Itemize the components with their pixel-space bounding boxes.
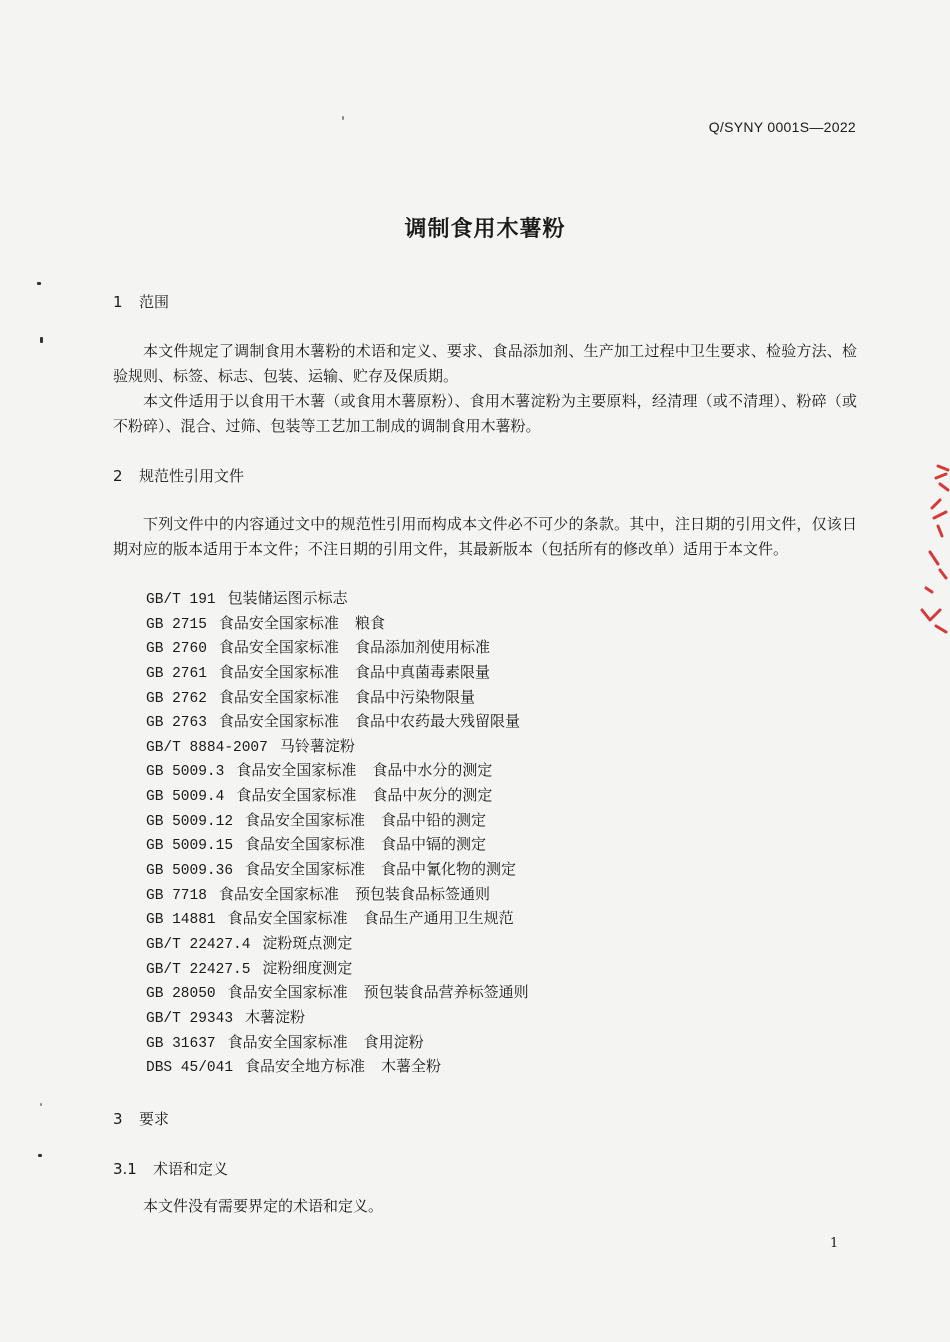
section-title: 要求 — [139, 1110, 170, 1128]
reference-code: GB 5009.15 — [146, 838, 234, 855]
reference-title-part-2: 食品中水分的测定 — [372, 761, 493, 780]
reference-title-part-1: 食品安全国家标准 — [227, 983, 348, 1002]
reference-code: GB/T 22427.4 — [146, 936, 251, 953]
reference-item — [146, 832, 529, 857]
scan-speck — [40, 1103, 42, 1106]
reference-item — [146, 783, 529, 808]
reference-code: GB 2760 — [146, 641, 207, 658]
reference-item — [146, 709, 529, 734]
reference-title-part-2: 食品中镉的测定 — [381, 835, 487, 854]
section-1-paragraph-1: 本文件规定了调制食用木薯粉的术语和定义、要求、食品添加剂、生产加工过程中卫生要求、检验方法、检验规则、标签、标志、包装、运输、贮存及保质期。 — [113, 342, 857, 385]
section-2-heading — [113, 465, 244, 486]
reference-item — [146, 758, 529, 783]
reference-title-part-1: 包装储运图示标志 — [227, 589, 348, 607]
reference-title-part-1: 淀粉斑点测定 — [262, 933, 353, 952]
reference-item — [146, 1054, 529, 1079]
reference-title-part-1: 食品安全国家标准 — [236, 786, 357, 805]
reference-title-part-1: 食品安全国家标准 — [218, 613, 339, 632]
reference-item — [146, 980, 529, 1005]
reference-item — [146, 808, 529, 833]
reference-item — [146, 734, 529, 759]
reference-code: GB 28050 — [146, 986, 216, 1003]
scan-speck — [342, 116, 344, 120]
reference-title-part-1: 木薯淀粉 — [245, 1007, 306, 1026]
reference-title-part-1: 食品安全国家标准 — [227, 909, 348, 928]
reference-title-part-1: 食品安全国家标准 — [218, 638, 339, 657]
reference-title-part-1: 食品安全国家标准 — [245, 835, 366, 854]
reference-title-part-1: 食品安全地方标准 — [245, 1057, 366, 1076]
reference-code: GB 2715 — [146, 616, 207, 633]
section-number: 3 — [113, 1110, 123, 1128]
reference-title-part-2: 预包装食品营养标签通则 — [363, 983, 529, 1002]
reference-code: GB 5009.12 — [146, 813, 234, 830]
scan-speck — [38, 1154, 42, 1157]
reference-title-part-2: 食品中农药最大残留限量 — [354, 712, 520, 731]
reference-item — [146, 931, 529, 956]
reference-title-part-2: 粮食 — [354, 613, 385, 632]
reference-code: GB 14881 — [146, 912, 216, 929]
reference-item — [146, 882, 529, 907]
reference-code: GB 2763 — [146, 715, 207, 732]
subsection-number: 3.1 — [113, 1160, 137, 1178]
reference-item — [146, 857, 529, 882]
reference-code: GB 31637 — [146, 1035, 216, 1052]
reference-code: GB 5009.3 — [146, 764, 225, 781]
scan-speck — [40, 337, 43, 343]
reference-title-part-1: 食品安全国家标准 — [245, 860, 366, 879]
reference-title-part-2: 食品中灰分的测定 — [372, 786, 493, 805]
reference-item — [146, 1030, 529, 1055]
page-number: 1 — [830, 1236, 839, 1251]
reference-list — [146, 586, 529, 1079]
section-number: 2 — [113, 467, 123, 485]
document-code: Q/SYNY 0001S—2022 — [708, 119, 856, 135]
reference-title-part-1: 食品安全国家标准 — [227, 1032, 348, 1051]
section-number: 1 — [113, 293, 123, 311]
scan-speck — [37, 282, 41, 285]
section-1-heading — [113, 291, 169, 312]
section-3-1-heading — [113, 1158, 228, 1179]
reference-title-part-1: 食品安全国家标准 — [218, 662, 339, 681]
reference-code: GB/T 29343 — [146, 1010, 234, 1027]
document-title: 调制食用木薯粉 — [404, 217, 566, 242]
reference-code: GB 5009.36 — [146, 863, 234, 880]
reference-code: GB/T 8884-2007 — [146, 739, 268, 756]
reference-item — [146, 660, 529, 685]
red-seal-stamp — [918, 460, 950, 640]
reference-item — [146, 586, 529, 611]
reference-title-part-2: 食品生产通用卫生规范 — [363, 909, 514, 928]
reference-code: GB 2762 — [146, 690, 207, 707]
reference-title-part-1: 食品安全国家标准 — [218, 687, 339, 706]
reference-code: DBS 45/041 — [146, 1060, 234, 1077]
reference-title-part-1: 食品安全国家标准 — [218, 884, 339, 903]
reference-item — [146, 611, 529, 636]
reference-title-part-2: 食品中污染物限量 — [354, 687, 475, 706]
reference-code: GB/T 191 — [146, 592, 216, 608]
reference-item — [146, 906, 529, 931]
section-3-1-paragraph-1: 本文件没有需要界定的术语和定义。 — [143, 1197, 384, 1215]
subsection-title: 术语和定义 — [153, 1160, 229, 1178]
reference-item — [146, 635, 529, 660]
reference-title-part-2: 食品中真菌毒素限量 — [354, 662, 490, 681]
reference-title-part-1: 食品安全国家标准 — [218, 712, 339, 731]
reference-title-part-2: 食品添加剂使用标准 — [354, 638, 490, 657]
reference-title-part-1: 马铃薯淀粉 — [279, 736, 355, 755]
reference-title-part-2: 食品中氰化物的测定 — [381, 860, 517, 879]
reference-item — [146, 685, 529, 710]
section-2-paragraph-1: 下列文件中的内容通过文中的规范性引用而构成本文件必不可少的条款。其中，注日期的引用文件，仅该日期对应的版本适用于本文件；不注日期的引用文件，其最新版本（包括所有的修改单）适用于本文件。 — [113, 515, 857, 558]
section-1-paragraph-2: 本文件适用于以食用干木薯（或食用木薯原粉）、食用木薯淀粉为主要原料，经清理（或不清理）、粉碎（或不粉碎）、混合、过筛、包装等工艺加工制成的调制食用木薯粉。 — [113, 392, 857, 435]
reference-title-part-1: 淀粉细度测定 — [262, 958, 353, 977]
reference-title-part-2: 食用淀粉 — [363, 1032, 424, 1051]
reference-code: GB/T 22427.5 — [146, 961, 251, 978]
reference-item — [146, 956, 529, 981]
reference-title-part-1: 食品安全国家标准 — [236, 761, 357, 780]
reference-title-part-1: 食品安全国家标准 — [245, 810, 366, 829]
reference-item — [146, 1005, 529, 1030]
section-title: 范围 — [139, 293, 170, 311]
reference-title-part-2: 食品中铅的测定 — [381, 810, 487, 829]
section-3-heading — [113, 1108, 169, 1129]
reference-title-part-2: 预包装食品标签通则 — [354, 884, 490, 903]
reference-code: GB 2761 — [146, 665, 207, 682]
section-title: 规范性引用文件 — [139, 467, 245, 485]
reference-code: GB 5009.4 — [146, 789, 225, 806]
reference-code: GB 7718 — [146, 887, 207, 904]
reference-title-part-2: 木薯全粉 — [381, 1057, 442, 1076]
